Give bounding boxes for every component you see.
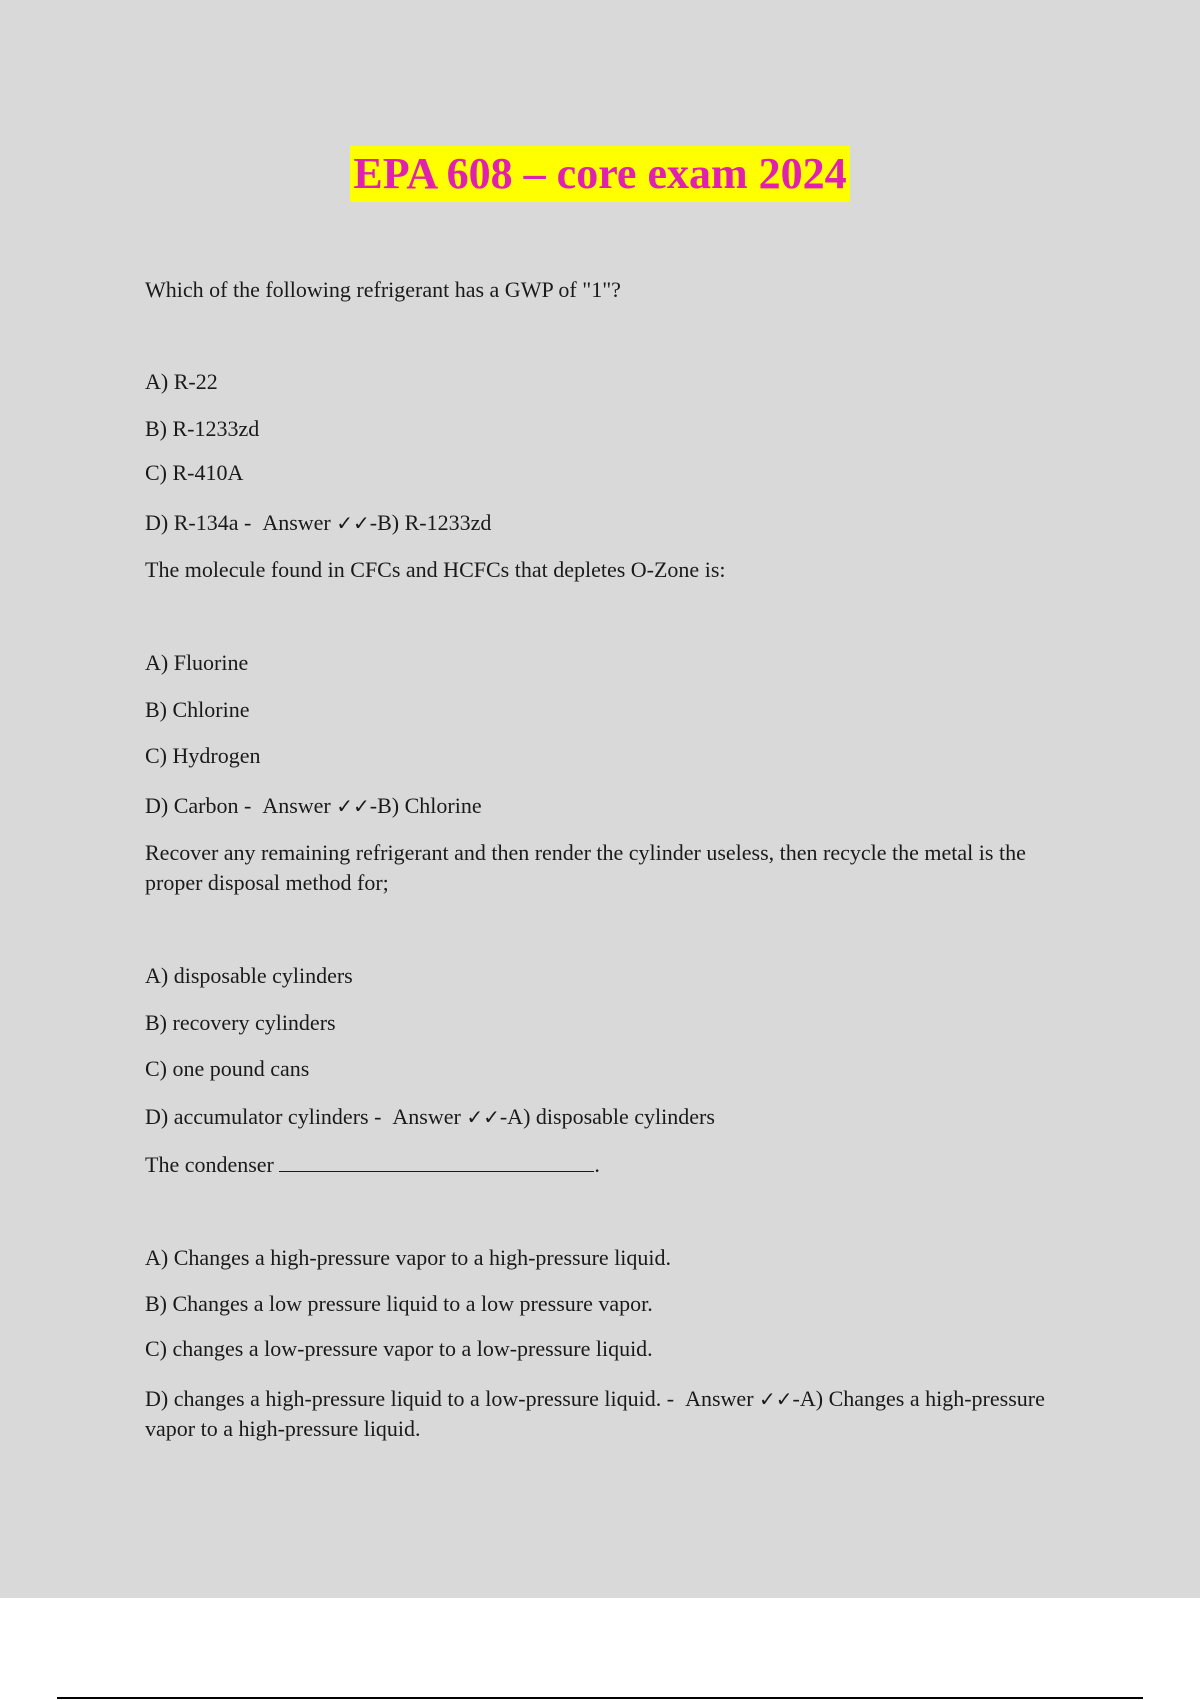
question-4-option-d-answer xyxy=(145,1384,1085,1444)
check-icon: ✓✓ xyxy=(336,794,370,818)
question-4-text: The condenser xyxy=(145,1152,274,1177)
answer-label: Answer xyxy=(685,1386,754,1411)
check-icon: ✓✓ xyxy=(759,1387,793,1411)
question-2-option-a: A) Fluorine xyxy=(145,650,249,675)
answer-label: Answer xyxy=(392,1104,461,1129)
question-4-option-d: D) changes a high-pressure liquid to a low-pressure liquid. - xyxy=(145,1386,675,1411)
check-icon: ✓✓ xyxy=(466,1105,500,1129)
question-1-option-c: C) R-410A xyxy=(145,460,244,485)
question-4-option-c: C) changes a low-pressure vapor to a low-pressure liquid. xyxy=(145,1336,653,1361)
question-2-option-d-answer xyxy=(145,791,482,821)
question-3-text: Recover any remaining refrigerant and then render the cylinder useless, then recycle the metal is the proper disposal method for; xyxy=(145,840,1026,895)
question-1-text: Which of the following refrigerant has a GWP of "1"? xyxy=(145,277,621,302)
question-4-option-b: B) Changes a low pressure liquid to a low pressure vapor. xyxy=(145,1291,653,1316)
question-1-option-a: A) R-22 xyxy=(145,369,218,394)
answer-label: Answer xyxy=(262,793,331,818)
question-3-option-d-answer xyxy=(145,1102,715,1132)
answer-label: Answer xyxy=(262,510,331,535)
question-3-answer: -A) disposable cylinders xyxy=(499,1104,715,1129)
title-wrapper xyxy=(0,146,1200,202)
question-1-answer: -B) R-1233zd xyxy=(369,510,492,535)
document-title: EPA 608 – core exam 2024 xyxy=(350,146,849,202)
question-3-option-a: A) disposable cylinders xyxy=(145,963,353,988)
question-1-option-d-answer xyxy=(145,508,491,538)
question-2-option-b: B) Chlorine xyxy=(145,697,250,722)
question-4-option-a: A) Changes a high-pressure vapor to a high-pressure liquid. xyxy=(145,1245,672,1270)
question-4-text-end: . xyxy=(594,1152,600,1177)
question-2-text: The molecule found in CFCs and HCFCs that depletes O-Zone is: xyxy=(145,557,726,582)
question-2-option-d: D) Carbon - xyxy=(145,793,252,818)
check-icon: ✓✓ xyxy=(336,511,370,535)
question-2-answer: -B) Chlorine xyxy=(369,793,482,818)
question-1-option-d: D) R-134a - xyxy=(145,510,252,535)
question-4-text-line xyxy=(145,1150,600,1180)
question-3-option-c: C) one pound cans xyxy=(145,1056,310,1081)
fill-in-blank xyxy=(279,1151,594,1172)
question-4-answer: -A) Changes a high-pressure vapor to a high-pressure liquid. xyxy=(145,1386,1045,1441)
question-2-option-c: C) Hydrogen xyxy=(145,743,261,768)
question-1-option-b: B) R-1233zd xyxy=(145,416,260,441)
question-3-option-d: D) accumulator cylinders - xyxy=(145,1104,382,1129)
question-3-option-b: B) recovery cylinders xyxy=(145,1010,336,1035)
footer-divider xyxy=(57,1697,1143,1699)
